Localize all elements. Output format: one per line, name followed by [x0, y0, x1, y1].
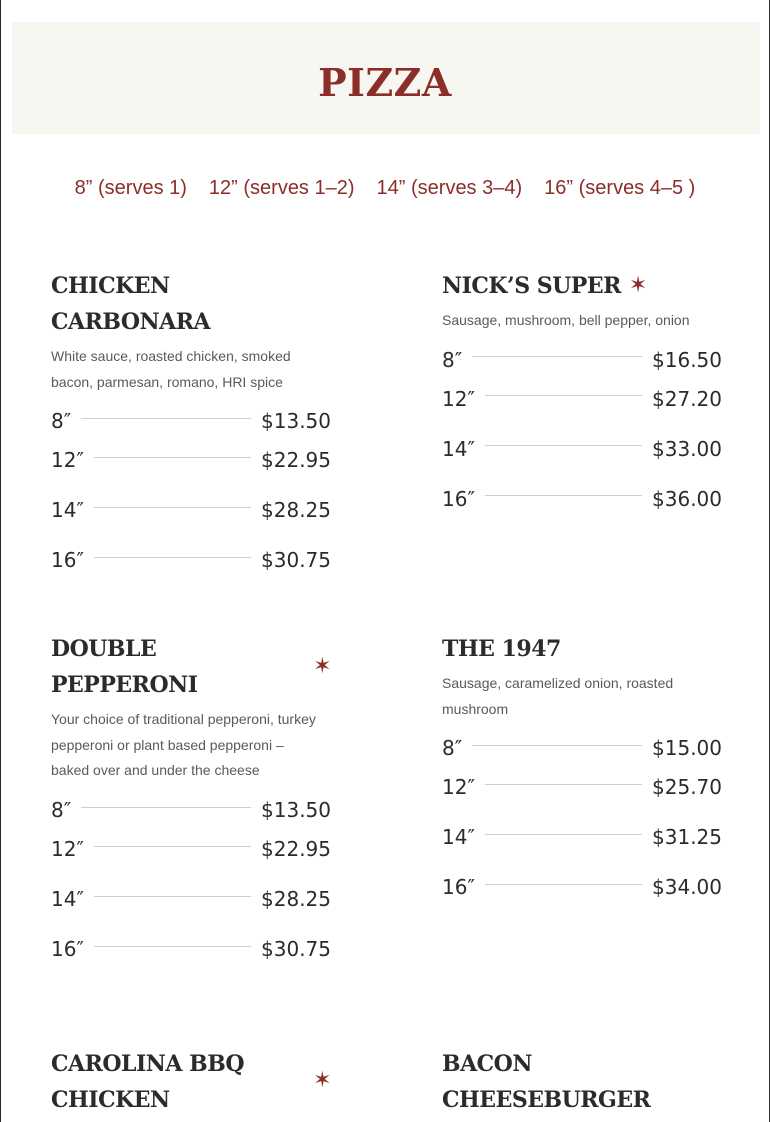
price-row	[51, 535, 331, 585]
price-value: $13.50	[261, 798, 331, 823]
menu-item-name: THE 1947	[442, 636, 561, 662]
menu-item-double-pepperoni	[51, 631, 331, 974]
price-value: $30.75	[261, 937, 331, 962]
price-size: 14″	[442, 436, 475, 461]
menu-item-description: Sausage, caramelized onion, roasted mushroom	[442, 675, 674, 717]
price-size: 16″	[442, 486, 475, 511]
menu-item-name: CAROLINA BBQ CHICKEN	[51, 1051, 244, 1113]
price-row	[442, 734, 722, 762]
price-leader-line	[472, 745, 642, 746]
price-row	[442, 474, 722, 524]
price-row	[442, 374, 722, 424]
menu-item-description: Sausage, mushroom, bell pepper, onion	[442, 312, 690, 328]
price-row	[51, 435, 331, 485]
menu-item-title	[442, 1046, 722, 1118]
price-size: 16″	[51, 548, 84, 573]
price-size: 12″	[442, 386, 475, 411]
price-leader-line	[94, 846, 251, 847]
price-leader-line	[94, 946, 251, 947]
star-icon: ✶	[313, 654, 331, 679]
menu-item-nicks-super	[442, 268, 722, 524]
price-row	[442, 762, 722, 812]
price-leader-line	[81, 418, 251, 419]
menu-item-the-1947	[442, 631, 722, 912]
price-size: 8″	[442, 736, 463, 761]
price-value: $28.25	[261, 498, 331, 523]
price-size: 12″	[51, 448, 84, 473]
menu-item-title	[51, 631, 331, 703]
page-title: PIZZA	[318, 60, 452, 105]
menu-item-carolina-bbq-chicken	[51, 1046, 331, 1118]
price-size: 16″	[442, 875, 475, 900]
price-value: $13.50	[261, 409, 331, 434]
price-leader-line	[94, 507, 251, 508]
price-size: 12″	[442, 775, 475, 800]
menu-item-title	[442, 268, 722, 304]
price-size: 14″	[442, 825, 475, 850]
price-value: $31.25	[652, 825, 722, 850]
price-leader-line	[485, 784, 642, 785]
star-icon: ✶	[628, 273, 647, 298]
price-row	[442, 346, 722, 374]
price-list	[51, 796, 331, 974]
menu-item-bacon-cheeseburger	[442, 1046, 722, 1118]
price-value: $34.00	[652, 875, 722, 900]
price-size: 16″	[51, 937, 84, 962]
menu-item-chicken-carbonara	[51, 268, 331, 585]
menu-item-title	[51, 268, 331, 340]
price-row	[51, 824, 331, 874]
price-value: $28.25	[261, 887, 331, 912]
price-value: $25.70	[652, 775, 722, 800]
price-leader-line	[94, 557, 251, 558]
price-value: $30.75	[261, 548, 331, 573]
price-value: $27.20	[652, 386, 722, 411]
price-value: $22.95	[261, 448, 331, 473]
menu-item-title	[51, 1046, 331, 1118]
price-leader-line	[485, 445, 642, 446]
price-size: 14″	[51, 887, 84, 912]
size-legend-item: 8” (serves 1)	[74, 177, 187, 199]
price-value: $15.00	[652, 736, 722, 761]
menu-item-name: NICK’S SUPER	[442, 273, 621, 299]
price-leader-line	[485, 395, 642, 396]
price-leader-line	[81, 807, 251, 808]
price-value: $36.00	[652, 486, 722, 511]
price-value: $33.00	[652, 436, 722, 461]
price-leader-line	[485, 495, 642, 496]
price-size: 8″	[51, 798, 72, 823]
price-leader-line	[94, 457, 251, 458]
price-leader-line	[485, 834, 642, 835]
price-row	[51, 924, 331, 974]
size-legend-item: 14” (serves 3–4)	[376, 177, 523, 199]
price-value: $22.95	[261, 837, 331, 862]
menu-item-title	[442, 631, 722, 667]
price-row	[51, 874, 331, 924]
price-value: $16.50	[652, 347, 722, 372]
size-legend-item: 12” (serves 1–2)	[208, 177, 355, 199]
menu-item-description: Your choice of traditional pepperoni, turkey pepperoni or plant based pepperoni – baked over and under the cheese	[51, 711, 316, 779]
price-size: 14″	[51, 498, 84, 523]
price-leader-line	[485, 884, 642, 885]
price-leader-line	[472, 356, 642, 357]
size-legend-item: 16” (serves 4–5 )	[544, 177, 696, 199]
price-list	[442, 346, 722, 524]
price-row	[51, 796, 331, 824]
price-size: 8″	[51, 409, 72, 434]
price-leader-line	[94, 896, 251, 897]
menu-item-description: White sauce, roasted chicken, smoked bacon, parmesan, romano, HRI spice	[51, 348, 291, 390]
price-row	[442, 812, 722, 862]
price-row	[51, 407, 331, 435]
price-size: 8″	[442, 347, 463, 372]
menu-item-name: DOUBLE PEPPERONI	[51, 636, 198, 698]
menu-item-name: CHICKEN CARBONARA	[51, 273, 211, 335]
size-legend	[1, 177, 769, 200]
price-size: 12″	[51, 837, 84, 862]
price-list	[442, 734, 722, 912]
star-icon: ✶	[313, 1068, 331, 1093]
menu-item-name: BACON CHEESEBURGER	[442, 1051, 651, 1113]
price-row	[51, 485, 331, 535]
price-row	[442, 862, 722, 912]
price-row	[442, 424, 722, 474]
price-list	[51, 407, 331, 585]
